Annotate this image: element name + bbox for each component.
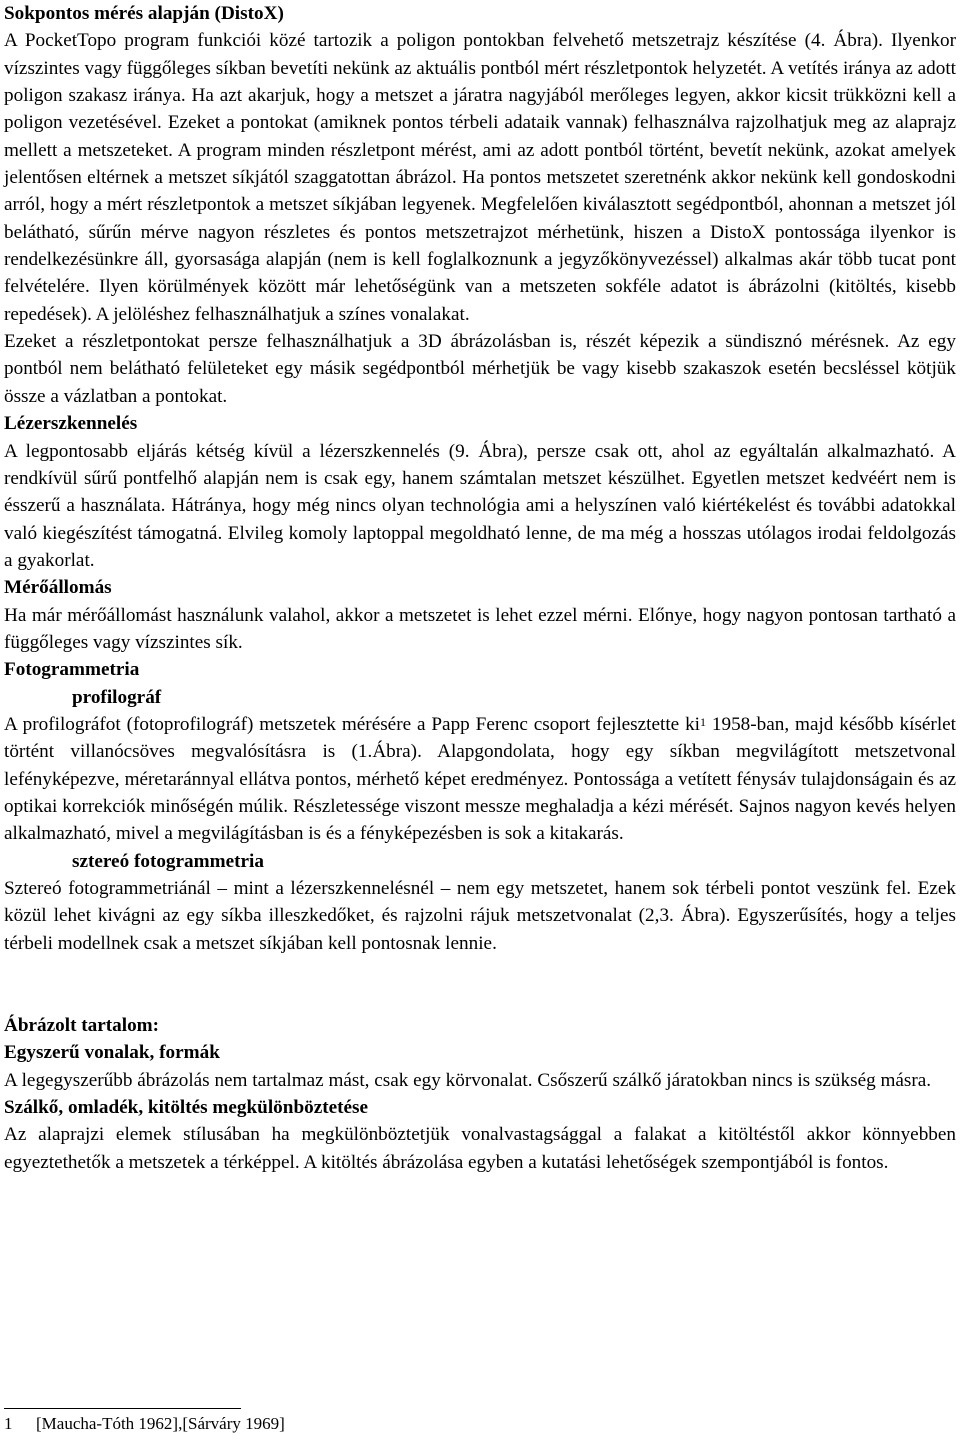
subheading-profilograph: profilográf [72,686,162,708]
subheading-stereo-photogrammetry: sztereó fotogrammetria [72,850,264,872]
paragraph-fill-distinction: Az alaprajzi elemek stílusában ha megkülönböztetjük vonalvastagsággal a falakat a kitöltéstől akkor könnyebben egyeztethetők a metszetek a térképpel. A kitöltés ábrázolása egyben a kutatási lehetőségek szempontjából is fontos. [4,1124,956,1173]
paragraph-station-1: Ha már mérőállomást használunk valahol, akkor a metszetet is lehet ezzel mérni. Előnye, hogy nagyon pontosan tartható a függőleges vagy vízszintes sík. [4,604,956,653]
paragraph-profilograph-part1: A profilográfot (fotoprofilográf) metszetek mérésére a Papp Ferenc csoport fejlesztette ki [4,713,700,735]
section-heading-distox: Sokpontos mérés alapján (DistoX) [4,3,284,24]
paragraph-profilograph-part2: 1958-ban, majd később kísérlet történt villanócsöves megvalósításra is (1.Ábra). Alapgondolata, hogy egy síkban megvilágított metszetvonal lefényképezve, méretaránnyal ellátva pontos, mérhető képet eredményez. Pontossága a vetített fénysáv tulajdonságain és az optikai korrekciók minőségén múlik. Részletessége viszont messze meghaladja a kézi mérését. Sajnos nagyon kevés helyen alkalmazható, mivel a megvilágításban is és a fényképezésben is sok a kitakarás. [4,713,956,845]
subheading-fill-distinction: Szálkő, omladék, kitöltés megkülönböztetése [4,1097,369,1119]
section-heading-photogrammetry: Fotogrammetria [4,659,140,681]
footnote-number: 1 [4,1414,13,1433]
section-heading-laser: Lézerszkennelés [4,413,138,435]
section-spacer [4,957,956,1012]
paragraph-distox-1: A PocketTopo program funkciói közé tartozik a poligon pontokban felvehető metszetrajz készítése (4. Ábra). Ilyenkor vízszintes vagy függőleges síkban bevetíti nekünk az aktuális pontból mért részletpontok helyzetét. A vetítés iránya az adott poligon szakasz iránya. Ha azt akarjuk, hogy a metszet a járatra nagyjából merőleges legyen, akkor kicsit trükközni kell a poligon vezetésével. Ezeket a pontokat (amiknek pontos térbeli adataik vannak) felhasználva rajzolhatjuk meg az alaprajz mellett a metszeteket. A program minden részletpont mérést, ami az adott pontból történt, bevetít nekünk, azokat amelyek jelentősen eltérnek a metszet síkjától szaggatottan ábrázol. Ha pontos metszetet szeretnénk akkor nekünk kell gondoskodni arról, hogy a mért részletpontok a metszet síkjában legyenek. Megfelelően kiválasztott segédpontból, ahonnan a metszet jól belátható, sűrűn mérve nagyon részletes és pontos metszetrajzot mérhetünk, hiszen a DistoX pontossága ilyenkor is rendelkezésünkre áll, gyorsasága alapján (nem is kell foglalkoznunk a jegyzőkönyvezéssel) alkalmas akár több tucat pont felvételére. Ilyen körülmények között már lehetőségünk van a metszeten sokféle adatot is ábrázolni (kitöltés, kisebb repedések). A jelöléshez felhasználhatjuk a színes vonalakat. [4,30,956,325]
paragraph-profilograph [4,711,956,848]
paragraph-simple-lines: A legegyszerűbb ábrázolás nem tartalmaz mást, csak egy körvonalat. Csőszerű szálkő járatokban nincs is szükség másra. [4,1069,932,1091]
footnote-text: [Maucha-Tóth 1962],[Sárváry 1969] [36,1414,285,1433]
section-heading-station: Mérőállomás [4,577,112,599]
paragraph-stereo: Sztereó fotogrammetriánál – mint a lézerszkennelésnél – nem egy metszetet, hanem sok térbeli pontot veszünk fel. Ezek közül lehet kivágni az egy síkba illeszkedőket, és rajzolni rájuk metszetvonalat (2,3. Ábra). Egyszerűsítés, hogy a teljes térbeli modellnek csak a metszet síkjában kell pontosnak lennie. [4,878,956,954]
paragraph-laser-1: A legpontosabb eljárás kétség kívül a lézerszkennelés (9. Ábra), persze csak ott, ahol az egyáltalán alkalmazható. A rendkívül sűrű pontfelhő alapján nem is csak egy, hanem számtalan metszet készülhet. Egyetlen metszet kedvéért nem is ésszerű a használata. Hátránya, hogy még nincs olyan technológia ami a helyszínen való kiértékelést és további adatokkal való kiegészítést támogatná. Elvileg komoly laptoppal megoldható lenne, de ma még a hosszas utólagos irodai feldolgozás a gyakorlat. [4,440,956,571]
footnote-reference[interactable]: 1 [700,714,706,729]
subheading-simple-lines: Egyszerű vonalak, formák [4,1042,220,1064]
section-heading-content: Ábrázolt tartalom: [4,1015,160,1037]
footnote-divider [4,1408,241,1409]
footnote [4,1413,285,1435]
paragraph-distox-2: Ezeket a részletpontokat persze felhasználhatjuk a 3D ábrázolásban is, részét képezik a sündisznó mérésnek. Az egy pontból nem belátható felületeket egy másik segédpontból mérhetjük be vagy kisebb szakaszok esetén becsléssel kötjük össze a vázlatban a pontokat. [4,331,956,407]
